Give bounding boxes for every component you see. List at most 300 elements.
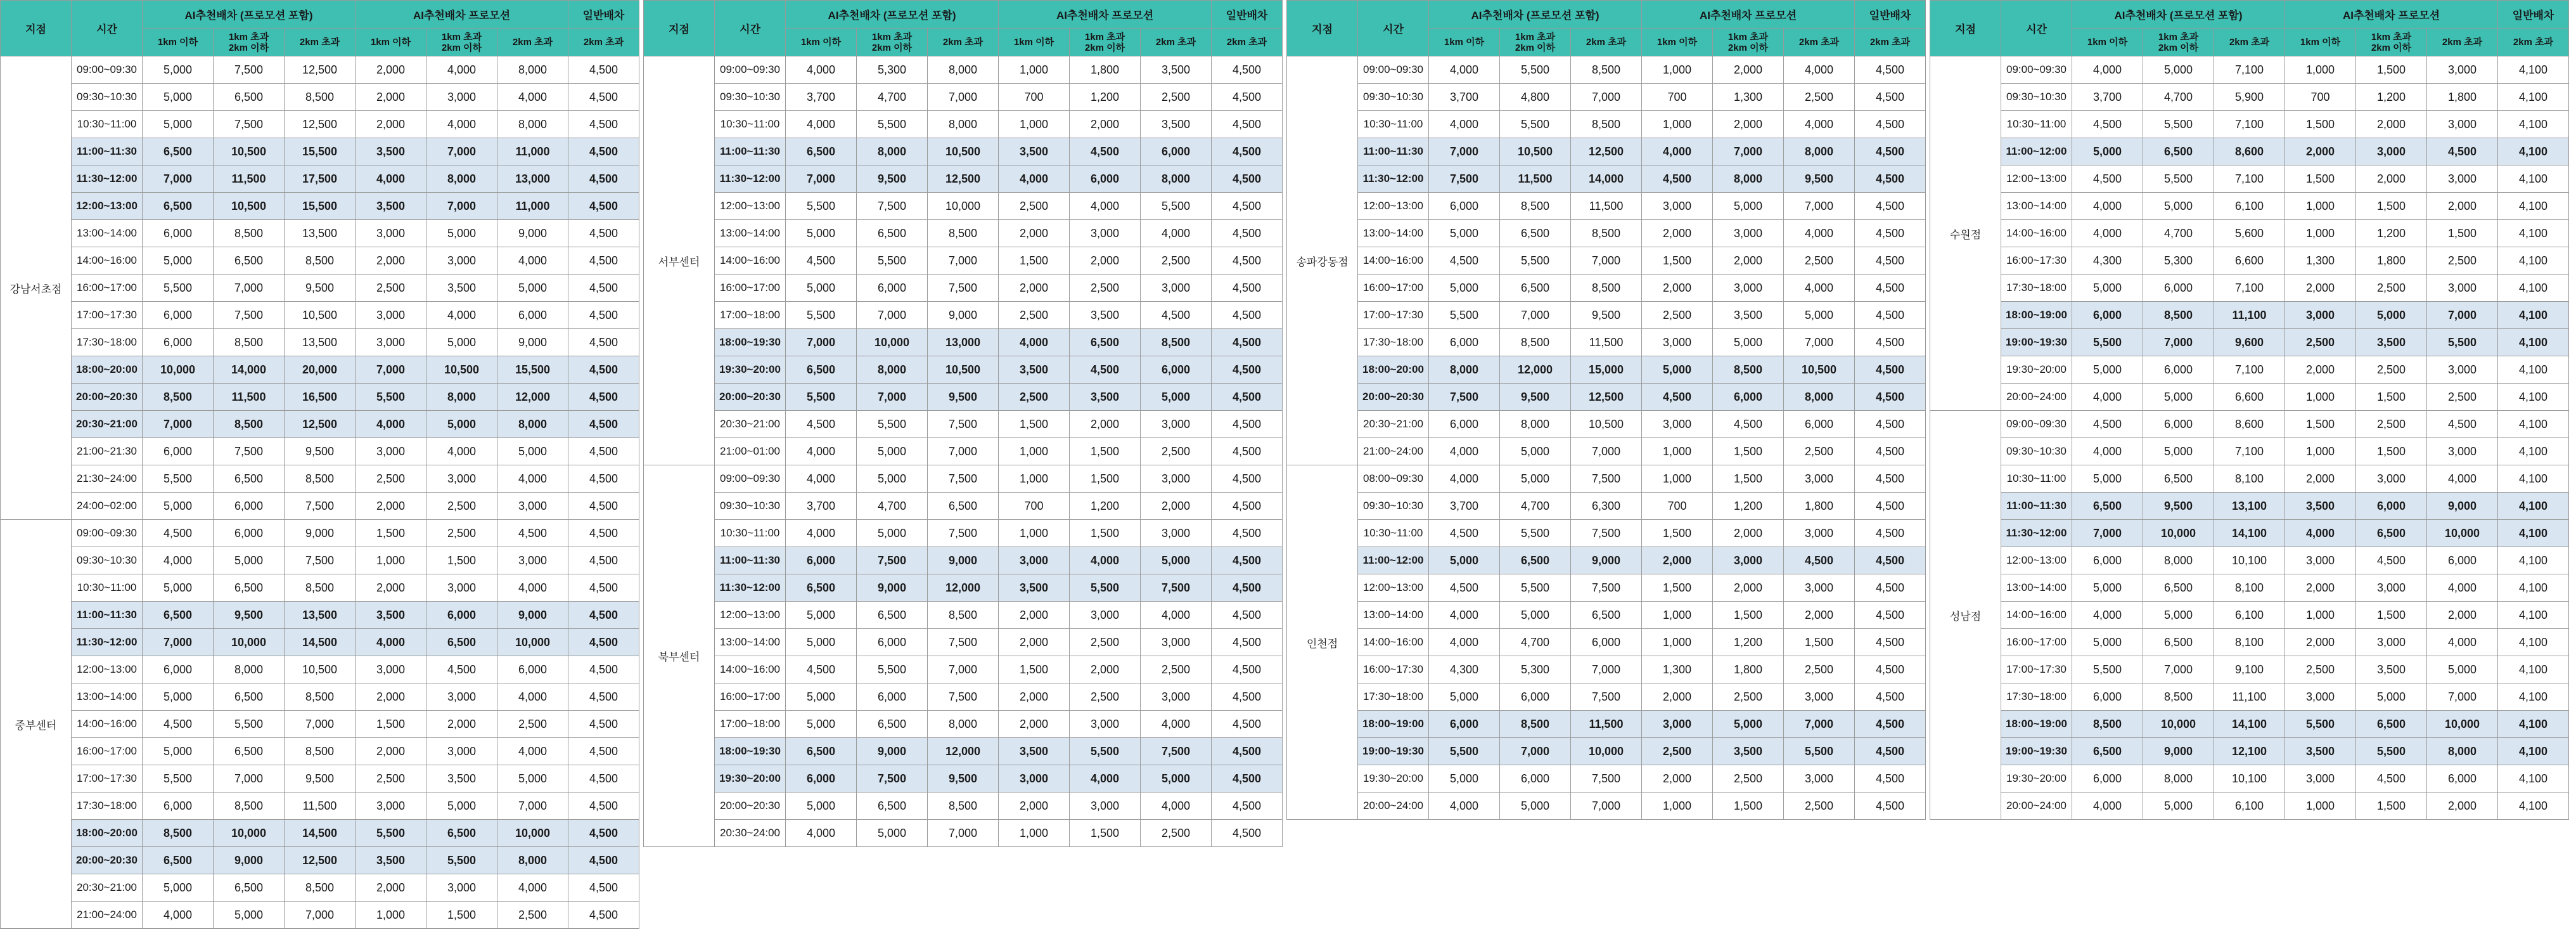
fare-cell-standard-over-2km: 4,500 — [1212, 493, 1283, 520]
header-group-ai-dispatch-incl-promo: AI추천배차 (프로모션 포함) — [143, 1, 356, 29]
header-sub-standard-over-2km: 2km 초과 — [568, 29, 639, 56]
time-cell: 12:00~13:00 — [715, 193, 786, 220]
fare-cell-ai-incl-promo-under-1km: 4,000 — [2072, 602, 2143, 629]
fare-cell-ai-incl-promo-1-2km: 6,000 — [857, 629, 928, 656]
fare-cell-standard-over-2km: 4,500 — [1855, 493, 1926, 520]
fare-cell-ai-promo-over-2km: 2,500 — [1784, 656, 1855, 683]
fare-cell-standard-over-2km: 4,500 — [1212, 683, 1283, 711]
time-cell: 16:00~17:00 — [715, 683, 786, 711]
fare-cell-ai-promo-1-2km: 1,800 — [1713, 656, 1784, 683]
fare-cell-ai-promo-under-1km: 1,500 — [999, 247, 1070, 275]
fare-cell-ai-promo-under-1km: 4,000 — [1642, 138, 1713, 165]
fare-cell-ai-promo-over-2km: 2,000 — [1141, 493, 1212, 520]
fare-cell-ai-incl-promo-1-2km: 12,000 — [1500, 356, 1571, 384]
branch-cell: 강남서초점 — [1, 56, 72, 520]
fare-cell-ai-promo-over-2km: 5,000 — [1141, 384, 1212, 411]
fare-cell-ai-incl-promo-under-1km: 8,500 — [143, 820, 214, 847]
time-cell: 12:00~13:00 — [2001, 165, 2072, 193]
fare-cell-ai-promo-under-1km: 3,000 — [2285, 683, 2356, 711]
fare-cell-ai-incl-promo-under-1km: 6,000 — [2072, 302, 2143, 329]
fare-cell-ai-incl-promo-over-2km: 7,500 — [1571, 683, 1642, 711]
fare-cell-ai-incl-promo-over-2km: 7,500 — [1571, 520, 1642, 547]
header-sub-ai-promo-over-2km: 2km 초과 — [2427, 29, 2498, 56]
fare-cell-ai-promo-1-2km: 1,500 — [1070, 465, 1141, 493]
fare-cell-ai-incl-promo-over-2km: 10,500 — [928, 138, 999, 165]
fare-cell-ai-promo-over-2km: 5,500 — [1141, 193, 1212, 220]
fare-cell-ai-incl-promo-under-1km: 4,000 — [1429, 465, 1500, 493]
fare-cell-ai-incl-promo-1-2km: 6,500 — [857, 793, 928, 820]
fare-cell-ai-incl-promo-1-2km: 14,000 — [214, 356, 285, 384]
time-cell: 09:30~10:30 — [72, 84, 143, 111]
fare-cell-ai-promo-under-1km: 1,500 — [2285, 165, 2356, 193]
fare-cell-ai-incl-promo-over-2km: 8,500 — [285, 574, 356, 602]
fare-cell-standard-over-2km: 4,100 — [2498, 656, 2569, 683]
header-group-standard-dispatch: 일반배차 — [568, 1, 639, 29]
fare-cell-ai-incl-promo-under-1km: 7,000 — [786, 329, 857, 356]
fare-cell-ai-incl-promo-under-1km: 5,000 — [143, 111, 214, 138]
fare-cell-ai-promo-under-1km: 1,500 — [1642, 247, 1713, 275]
fare-cell-ai-incl-promo-1-2km: 5,000 — [857, 438, 928, 465]
fare-cell-ai-promo-under-1km: 2,000 — [356, 56, 426, 84]
fare-cell-ai-incl-promo-1-2km: 8,000 — [1500, 411, 1571, 438]
fare-cell-ai-incl-promo-under-1km: 5,000 — [143, 84, 214, 111]
fare-cell-ai-incl-promo-under-1km: 8,000 — [1429, 356, 1500, 384]
time-cell: 11:00~11:30 — [715, 138, 786, 165]
fare-cell-ai-incl-promo-1-2km: 7,500 — [857, 193, 928, 220]
fare-cell-ai-incl-promo-1-2km: 5,500 — [1500, 247, 1571, 275]
fare-cell-ai-incl-promo-1-2km: 5,500 — [2143, 165, 2214, 193]
fare-cell-ai-promo-under-1km: 2,000 — [356, 874, 426, 902]
fare-cell-ai-incl-promo-under-1km: 3,700 — [786, 84, 857, 111]
fare-cell-ai-promo-under-1km: 1,000 — [2285, 438, 2356, 465]
branch-cell: 송파강동점 — [1287, 56, 1358, 465]
fare-cell-ai-promo-under-1km: 4,500 — [1642, 384, 1713, 411]
fare-cell-ai-promo-over-2km: 6,000 — [497, 302, 568, 329]
fare-cell-ai-promo-under-1km: 2,500 — [999, 193, 1070, 220]
fare-cell-standard-over-2km: 4,100 — [2498, 520, 2569, 547]
fare-cell-ai-promo-1-2km: 3,000 — [2356, 629, 2427, 656]
header-sub-ai-promo-1-2km: 1km 초과 2km 이하 — [1713, 29, 1784, 56]
fare-cell-ai-promo-over-2km: 11,000 — [497, 138, 568, 165]
fare-cell-ai-incl-promo-1-2km: 6,500 — [2143, 574, 2214, 602]
time-cell: 09:00~09:30 — [72, 56, 143, 84]
time-cell: 20:00~24:00 — [2001, 793, 2072, 820]
fare-cell-ai-incl-promo-over-2km: 12,500 — [285, 847, 356, 874]
time-cell: 20:00~20:30 — [72, 847, 143, 874]
header-sub-ai-promo-1-2km: 1km 초과 2km 이하 — [1070, 29, 1141, 56]
fare-cell-ai-incl-promo-over-2km: 9,500 — [285, 275, 356, 302]
fare-cell-ai-incl-promo-1-2km: 5,000 — [1500, 793, 1571, 820]
fare-cell-ai-promo-1-2km: 3,000 — [426, 574, 497, 602]
fare-cell-ai-promo-1-2km: 4,000 — [426, 438, 497, 465]
header-time: 시간 — [2001, 1, 2072, 56]
fare-cell-standard-over-2km: 4,100 — [2498, 111, 2569, 138]
fare-cell-ai-promo-1-2km: 4,500 — [426, 656, 497, 683]
header-sub-standard-over-2km: 2km 초과 — [1212, 29, 1283, 56]
fare-cell-ai-incl-promo-over-2km: 8,500 — [928, 793, 999, 820]
header-sub-ai-promo-over-2km: 2km 초과 — [1784, 29, 1855, 56]
fare-cell-ai-incl-promo-1-2km: 10,000 — [2143, 520, 2214, 547]
fare-cell-ai-incl-promo-over-2km: 7,000 — [1571, 84, 1642, 111]
fare-cell-ai-promo-1-2km: 1,500 — [1713, 465, 1784, 493]
fare-cell-ai-promo-1-2km: 3,000 — [426, 738, 497, 765]
fare-cell-ai-promo-over-2km: 4,000 — [1784, 220, 1855, 247]
fare-cell-ai-incl-promo-under-1km: 4,500 — [2072, 411, 2143, 438]
fare-cell-ai-promo-under-1km: 700 — [1642, 493, 1713, 520]
fare-cell-ai-incl-promo-under-1km: 5,000 — [1429, 220, 1500, 247]
fare-cell-ai-promo-over-2km: 2,500 — [497, 902, 568, 929]
fare-cell-standard-over-2km: 4,500 — [568, 793, 639, 820]
fare-cell-ai-promo-under-1km: 3,000 — [356, 793, 426, 820]
fare-cell-ai-promo-under-1km: 2,500 — [999, 384, 1070, 411]
fare-cell-ai-incl-promo-over-2km: 7,500 — [928, 411, 999, 438]
time-cell: 20:30~21:00 — [72, 874, 143, 902]
fare-cell-ai-incl-promo-1-2km: 6,000 — [1500, 683, 1571, 711]
fare-cell-ai-promo-1-2km: 2,500 — [1070, 629, 1141, 656]
fare-cell-ai-incl-promo-over-2km: 7,500 — [1571, 465, 1642, 493]
fare-cell-ai-incl-promo-over-2km: 8,000 — [928, 56, 999, 84]
fare-cell-ai-incl-promo-over-2km: 5,600 — [2214, 220, 2285, 247]
fare-cell-ai-incl-promo-1-2km: 5,000 — [857, 820, 928, 847]
fare-cell-ai-incl-promo-under-1km: 5,000 — [143, 574, 214, 602]
time-cell: 11:00~11:30 — [715, 547, 786, 574]
fare-cell-ai-promo-under-1km: 4,000 — [356, 165, 426, 193]
time-cell: 21:00~24:00 — [72, 902, 143, 929]
time-cell: 12:00~13:00 — [1358, 193, 1429, 220]
time-cell: 17:30~18:00 — [2001, 683, 2072, 711]
fare-cell-ai-incl-promo-over-2km: 9,500 — [928, 765, 999, 793]
fare-cell-ai-incl-promo-under-1km: 7,000 — [786, 165, 857, 193]
time-cell: 12:00~13:00 — [1358, 574, 1429, 602]
fare-cell-ai-promo-under-1km: 2,000 — [356, 493, 426, 520]
fare-cell-ai-incl-promo-1-2km: 5,300 — [1500, 656, 1571, 683]
time-cell: 13:00~14:00 — [2001, 193, 2072, 220]
branch-cell: 북부센터 — [644, 465, 715, 847]
fare-cell-ai-promo-over-2km: 8,000 — [1784, 138, 1855, 165]
fare-cell-ai-incl-promo-over-2km: 9,500 — [928, 384, 999, 411]
fare-cell-standard-over-2km: 4,100 — [2498, 765, 2569, 793]
fare-cell-ai-incl-promo-1-2km: 5,300 — [857, 56, 928, 84]
fare-cell-ai-incl-promo-over-2km: 8,600 — [2214, 411, 2285, 438]
fare-cell-ai-promo-under-1km: 1,500 — [999, 656, 1070, 683]
fare-cell-ai-promo-under-1km: 1,000 — [2285, 220, 2356, 247]
fare-cell-ai-promo-over-2km: 3,000 — [1141, 411, 1212, 438]
fare-cell-ai-incl-promo-under-1km: 6,000 — [143, 329, 214, 356]
fare-cell-ai-promo-over-2km: 2,500 — [1141, 820, 1212, 847]
fare-cell-ai-incl-promo-1-2km: 4,700 — [2143, 84, 2214, 111]
fare-cell-ai-incl-promo-under-1km: 6,000 — [1429, 329, 1500, 356]
fare-cell-ai-incl-promo-over-2km: 8,000 — [928, 111, 999, 138]
fare-cell-ai-incl-promo-1-2km: 6,500 — [1500, 275, 1571, 302]
fare-cell-standard-over-2km: 4,500 — [568, 165, 639, 193]
fare-cell-ai-incl-promo-1-2km: 4,700 — [1500, 629, 1571, 656]
fare-cell-ai-promo-1-2km: 1,500 — [1070, 820, 1141, 847]
fare-cell-ai-promo-over-2km: 5,000 — [1141, 765, 1212, 793]
fare-cell-standard-over-2km: 4,500 — [568, 193, 639, 220]
fare-cell-ai-promo-under-1km: 3,000 — [2285, 547, 2356, 574]
fare-cell-ai-incl-promo-over-2km: 11,100 — [2214, 302, 2285, 329]
fare-cell-ai-incl-promo-1-2km: 5,000 — [1500, 602, 1571, 629]
fare-cell-ai-promo-under-1km: 1,300 — [1642, 656, 1713, 683]
fare-cell-ai-incl-promo-over-2km: 9,500 — [1571, 302, 1642, 329]
time-cell: 20:30~21:00 — [715, 411, 786, 438]
fare-cell-ai-incl-promo-under-1km: 5,000 — [143, 738, 214, 765]
fare-cell-ai-promo-over-2km: 4,500 — [2427, 411, 2498, 438]
fare-cell-ai-incl-promo-over-2km: 8,100 — [2214, 465, 2285, 493]
fare-cell-standard-over-2km: 4,500 — [1212, 220, 1283, 247]
fare-cell-ai-promo-1-2km: 6,500 — [426, 629, 497, 656]
fare-cell-ai-incl-promo-1-2km: 10,000 — [214, 820, 285, 847]
fare-cell-ai-promo-over-2km: 8,000 — [497, 847, 568, 874]
time-cell: 24:00~02:00 — [72, 493, 143, 520]
fare-cell-ai-promo-1-2km: 6,500 — [1070, 329, 1141, 356]
fare-cell-ai-promo-over-2km: 15,500 — [497, 356, 568, 384]
fare-cell-ai-promo-1-2km: 2,000 — [426, 711, 497, 738]
fare-cell-standard-over-2km: 4,100 — [2498, 275, 2569, 302]
fare-cell-ai-incl-promo-1-2km: 6,500 — [857, 711, 928, 738]
fare-cell-ai-incl-promo-over-2km: 10,100 — [2214, 765, 2285, 793]
fare-cell-ai-promo-over-2km: 3,000 — [2427, 356, 2498, 384]
fare-cell-ai-incl-promo-1-2km: 7,000 — [214, 765, 285, 793]
fare-cell-ai-incl-promo-over-2km: 7,000 — [1571, 438, 1642, 465]
fare-cell-ai-promo-under-1km: 1,500 — [356, 520, 426, 547]
fare-cell-ai-promo-under-1km: 2,000 — [1642, 275, 1713, 302]
fare-cell-ai-incl-promo-1-2km: 8,500 — [1500, 193, 1571, 220]
fare-cell-ai-promo-under-1km: 1,000 — [356, 547, 426, 574]
fare-cell-ai-promo-under-1km: 5,500 — [2285, 711, 2356, 738]
fare-cell-ai-promo-over-2km: 2,500 — [1141, 656, 1212, 683]
fare-cell-ai-incl-promo-under-1km: 5,000 — [2072, 356, 2143, 384]
fare-cell-standard-over-2km: 4,500 — [1212, 574, 1283, 602]
fare-cell-standard-over-2km: 4,500 — [568, 656, 639, 683]
time-cell: 20:00~20:30 — [1358, 384, 1429, 411]
fare-cell-ai-promo-1-2km: 4,000 — [1070, 547, 1141, 574]
fare-cell-standard-over-2km: 4,500 — [1212, 547, 1283, 574]
fare-cell-ai-promo-over-2km: 7,000 — [1784, 711, 1855, 738]
fare-cell-ai-incl-promo-over-2km: 7,500 — [928, 683, 999, 711]
time-cell: 14:00~16:00 — [1358, 247, 1429, 275]
fare-cell-ai-promo-1-2km: 1,200 — [1070, 493, 1141, 520]
fare-cell-ai-incl-promo-over-2km: 15,500 — [285, 193, 356, 220]
fare-cell-ai-incl-promo-1-2km: 9,000 — [857, 738, 928, 765]
fare-cell-standard-over-2km: 4,500 — [1855, 411, 1926, 438]
time-cell: 12:00~13:00 — [2001, 547, 2072, 574]
fare-cell-ai-promo-over-2km: 2,500 — [1784, 438, 1855, 465]
fare-cell-ai-incl-promo-under-1km: 4,000 — [1429, 438, 1500, 465]
fare-cell-ai-incl-promo-under-1km: 5,500 — [786, 302, 857, 329]
fare-cell-ai-promo-under-1km: 2,000 — [1642, 765, 1713, 793]
fare-cell-ai-incl-promo-1-2km: 5,500 — [857, 111, 928, 138]
fare-cell-ai-promo-1-2km: 1,800 — [1070, 56, 1141, 84]
fare-cell-ai-promo-1-2km: 3,000 — [1070, 602, 1141, 629]
fare-cell-ai-promo-1-2km: 5,000 — [1713, 329, 1784, 356]
fare-cell-standard-over-2km: 4,500 — [568, 493, 639, 520]
fare-cell-ai-promo-1-2km: 3,000 — [2356, 574, 2427, 602]
fare-cell-ai-incl-promo-1-2km: 7,000 — [857, 384, 928, 411]
fare-cell-ai-promo-1-2km: 2,500 — [426, 520, 497, 547]
fare-cell-standard-over-2km: 4,100 — [2498, 493, 2569, 520]
fare-cell-ai-incl-promo-1-2km: 6,500 — [1500, 547, 1571, 574]
fare-cell-ai-promo-over-2km: 3,000 — [1784, 520, 1855, 547]
fare-cell-ai-incl-promo-1-2km: 5,000 — [1500, 465, 1571, 493]
fare-cell-ai-incl-promo-under-1km: 5,000 — [786, 683, 857, 711]
fare-cell-ai-promo-under-1km: 3,000 — [1642, 329, 1713, 356]
fare-cell-ai-incl-promo-over-2km: 8,600 — [2214, 138, 2285, 165]
fare-cell-ai-promo-under-1km: 2,000 — [356, 84, 426, 111]
fare-cell-ai-incl-promo-under-1km: 4,000 — [1429, 111, 1500, 138]
time-cell: 09:30~10:30 — [715, 84, 786, 111]
header-group-ai-dispatch-promo: AI추천배차 프로모션 — [356, 1, 568, 29]
fare-cell-ai-incl-promo-over-2km: 7,500 — [1571, 574, 1642, 602]
fare-cell-ai-promo-over-2km: 8,500 — [1141, 329, 1212, 356]
time-cell: 14:00~16:00 — [2001, 602, 2072, 629]
fare-cell-ai-promo-1-2km: 8,000 — [1713, 165, 1784, 193]
header-sub-ai-promo-under-1km: 1km 이하 — [2285, 29, 2356, 56]
fare-cell-standard-over-2km: 4,100 — [2498, 574, 2569, 602]
fare-cell-ai-incl-promo-over-2km: 8,500 — [285, 465, 356, 493]
fare-cell-standard-over-2km: 4,500 — [1212, 165, 1283, 193]
fare-cell-ai-promo-1-2km: 2,000 — [1070, 656, 1141, 683]
fare-cell-ai-promo-over-2km: 3,000 — [2427, 275, 2498, 302]
fare-cell-ai-incl-promo-over-2km: 6,500 — [928, 493, 999, 520]
fare-cell-ai-promo-under-1km: 5,000 — [1642, 356, 1713, 384]
fare-cell-ai-promo-1-2km: 2,000 — [1713, 520, 1784, 547]
time-cell: 11:30~12:00 — [72, 629, 143, 656]
time-cell: 21:00~01:00 — [715, 438, 786, 465]
fare-cell-standard-over-2km: 4,500 — [1855, 329, 1926, 356]
fare-cell-ai-promo-under-1km: 5,500 — [356, 820, 426, 847]
time-cell: 11:30~12:00 — [1358, 165, 1429, 193]
fare-cell-ai-incl-promo-1-2km: 6,000 — [1500, 765, 1571, 793]
fare-cell-ai-incl-promo-1-2km: 7,500 — [214, 438, 285, 465]
fare-cell-standard-over-2km: 4,500 — [1212, 56, 1283, 84]
fare-cell-ai-promo-over-2km: 4,000 — [1784, 56, 1855, 84]
fare-cell-ai-promo-over-2km: 4,000 — [1784, 111, 1855, 138]
fare-cell-standard-over-2km: 4,500 — [568, 602, 639, 629]
fare-cell-ai-promo-under-1km: 1,000 — [1642, 438, 1713, 465]
fare-cell-ai-incl-promo-under-1km: 5,500 — [786, 193, 857, 220]
header-sub-ai-promo-1-2km: 1km 초과 2km 이하 — [426, 29, 497, 56]
time-cell: 21:00~24:00 — [1358, 438, 1429, 465]
fare-cell-ai-incl-promo-1-2km: 5,500 — [1500, 574, 1571, 602]
fare-cell-ai-incl-promo-1-2km: 6,000 — [2143, 356, 2214, 384]
header-sub-ai-promo-under-1km: 1km 이하 — [1642, 29, 1713, 56]
fare-cell-ai-promo-under-1km: 4,000 — [999, 165, 1070, 193]
time-cell: 19:30~20:00 — [715, 765, 786, 793]
fare-cell-ai-promo-under-1km: 1,000 — [999, 438, 1070, 465]
fare-cell-ai-promo-1-2km: 6,000 — [1070, 165, 1141, 193]
header-time: 시간 — [72, 1, 143, 56]
fare-cell-ai-promo-1-2km: 5,500 — [2356, 738, 2427, 765]
fare-cell-ai-incl-promo-1-2km: 4,700 — [2143, 220, 2214, 247]
fare-cell-ai-promo-over-2km: 5,000 — [1784, 302, 1855, 329]
fare-cell-ai-incl-promo-over-2km: 7,500 — [928, 520, 999, 547]
time-cell: 14:00~16:00 — [72, 247, 143, 275]
fare-cell-ai-promo-1-2km: 5,000 — [2356, 683, 2427, 711]
time-cell: 20:30~21:00 — [72, 411, 143, 438]
fare-cell-ai-incl-promo-over-2km: 12,000 — [928, 738, 999, 765]
fare-cell-standard-over-2km: 4,100 — [2498, 247, 2569, 275]
fare-cell-ai-incl-promo-under-1km: 3,700 — [2072, 84, 2143, 111]
fare-cell-standard-over-2km: 4,500 — [568, 547, 639, 574]
fare-cell-ai-incl-promo-under-1km: 6,000 — [143, 656, 214, 683]
fare-cell-ai-incl-promo-under-1km: 5,000 — [2072, 574, 2143, 602]
time-cell: 20:00~20:30 — [715, 384, 786, 411]
fare-cell-ai-incl-promo-1-2km: 8,500 — [214, 220, 285, 247]
time-cell: 12:00~13:00 — [72, 656, 143, 683]
fare-cell-standard-over-2km: 4,500 — [568, 820, 639, 847]
fare-cell-ai-incl-promo-over-2km: 7,000 — [928, 820, 999, 847]
time-cell: 19:30~20:00 — [2001, 356, 2072, 384]
time-cell: 11:00~11:30 — [1358, 138, 1429, 165]
fare-cell-ai-incl-promo-over-2km: 6,100 — [2214, 793, 2285, 820]
fare-cell-ai-promo-under-1km: 1,500 — [1642, 574, 1713, 602]
header-group-ai-dispatch-incl-promo: AI추천배차 (프로모션 포함) — [1429, 1, 1642, 29]
fare-cell-ai-incl-promo-over-2km: 14,100 — [2214, 520, 2285, 547]
fare-cell-standard-over-2km: 4,100 — [2498, 356, 2569, 384]
fare-cell-standard-over-2km: 4,100 — [2498, 438, 2569, 465]
fare-cell-ai-incl-promo-1-2km: 6,000 — [857, 275, 928, 302]
fare-cell-ai-incl-promo-1-2km: 5,500 — [857, 411, 928, 438]
fare-cell-ai-promo-1-2km: 3,500 — [2356, 329, 2427, 356]
fare-cell-ai-promo-over-2km: 7,000 — [2427, 302, 2498, 329]
fare-cell-ai-incl-promo-under-1km: 5,500 — [1429, 302, 1500, 329]
fare-cell-ai-incl-promo-under-1km: 6,000 — [1429, 193, 1500, 220]
fare-cell-ai-promo-1-2km: 2,500 — [1713, 765, 1784, 793]
fare-cell-ai-promo-over-2km: 2,000 — [2427, 793, 2498, 820]
time-cell: 10:30~11:00 — [715, 111, 786, 138]
fare-cell-ai-promo-1-2km: 2,000 — [1070, 411, 1141, 438]
fare-cell-ai-promo-1-2km: 2,000 — [1713, 56, 1784, 84]
fare-cell-ai-incl-promo-1-2km: 4,800 — [1500, 84, 1571, 111]
fare-cell-standard-over-2km: 4,100 — [2498, 56, 2569, 84]
fare-cell-ai-incl-promo-over-2km: 7,100 — [2214, 56, 2285, 84]
fare-cell-ai-incl-promo-1-2km: 6,500 — [214, 247, 285, 275]
fare-cell-ai-incl-promo-over-2km: 7,500 — [285, 493, 356, 520]
header-sub-ai-promo-over-2km: 2km 초과 — [497, 29, 568, 56]
fare-cell-ai-promo-1-2km: 3,000 — [2356, 465, 2427, 493]
fare-cell-standard-over-2km: 4,500 — [1855, 656, 1926, 683]
fare-cell-standard-over-2km: 4,100 — [2498, 384, 2569, 411]
fare-cell-standard-over-2km: 4,500 — [568, 683, 639, 711]
fare-cell-ai-incl-promo-over-2km: 7,000 — [285, 711, 356, 738]
fare-cell-ai-incl-promo-over-2km: 7,000 — [1571, 247, 1642, 275]
fare-cell-ai-incl-promo-1-2km: 7,000 — [2143, 656, 2214, 683]
time-cell: 10:30~11:00 — [2001, 111, 2072, 138]
fare-cell-ai-promo-1-2km: 3,500 — [2356, 656, 2427, 683]
fare-cell-ai-incl-promo-under-1km: 5,000 — [2072, 275, 2143, 302]
fare-cell-ai-incl-promo-1-2km: 6,000 — [857, 683, 928, 711]
fare-cell-standard-over-2km: 4,500 — [1212, 656, 1283, 683]
fare-cell-ai-promo-under-1km: 1,000 — [999, 520, 1070, 547]
fare-cell-ai-promo-1-2km: 8,000 — [426, 384, 497, 411]
fare-cell-standard-over-2km: 4,500 — [1212, 111, 1283, 138]
fare-cell-ai-incl-promo-1-2km: 4,700 — [857, 493, 928, 520]
fare-cell-ai-incl-promo-over-2km: 20,000 — [285, 356, 356, 384]
fare-cell-ai-promo-1-2km: 5,500 — [1070, 574, 1141, 602]
fare-cell-ai-incl-promo-1-2km: 6,000 — [214, 493, 285, 520]
fare-cell-ai-incl-promo-under-1km: 5,000 — [2072, 465, 2143, 493]
fare-cell-ai-promo-over-2km: 13,000 — [497, 165, 568, 193]
fare-cell-ai-incl-promo-1-2km: 5,000 — [2143, 193, 2214, 220]
fare-cell-ai-incl-promo-over-2km: 8,500 — [285, 738, 356, 765]
fare-cell-ai-promo-over-2km: 11,000 — [497, 193, 568, 220]
fare-cell-ai-incl-promo-over-2km: 12,500 — [1571, 384, 1642, 411]
time-cell: 17:00~18:00 — [715, 711, 786, 738]
fare-cell-ai-incl-promo-over-2km: 12,100 — [2214, 738, 2285, 765]
fare-cell-standard-over-2km: 4,500 — [1855, 356, 1926, 384]
time-cell: 09:00~09:30 — [1358, 56, 1429, 84]
